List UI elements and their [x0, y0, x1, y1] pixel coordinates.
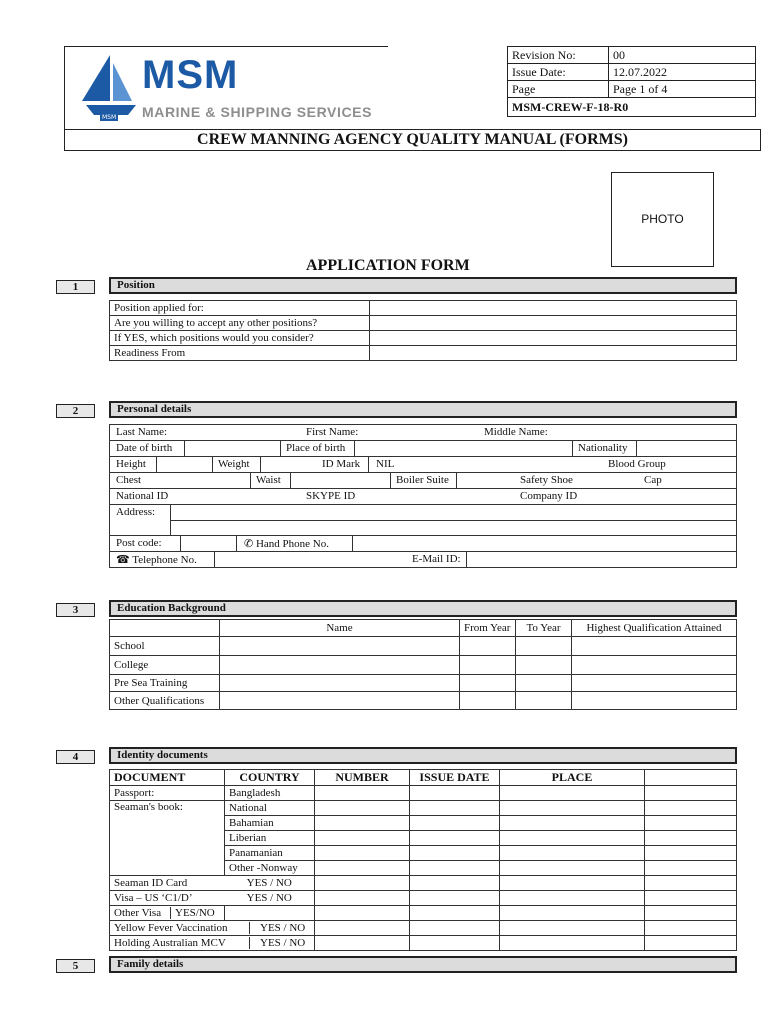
email-label: E-Mail ID:	[412, 553, 461, 565]
table-row	[110, 786, 737, 801]
dob-label: Date of birth	[116, 442, 173, 454]
which-positions-label: If YES, which positions would you consider?	[110, 331, 370, 346]
company-id-label: Company ID	[520, 490, 578, 502]
cap-label: Cap	[644, 474, 662, 486]
hand-phone-text: Hand Phone No.	[255, 538, 329, 550]
seamans-book-label: Seaman's book:	[110, 801, 225, 876]
waist-label: Waist	[256, 474, 281, 486]
revision-value: 00	[609, 47, 756, 64]
table-row	[110, 770, 737, 786]
book-country-panamanian: Panamanian	[225, 846, 315, 861]
other-visa-yes-no[interactable]: YES/NO	[175, 907, 215, 919]
id-header-place: PLACE	[500, 770, 645, 786]
seaman-id-yes-no[interactable]: YES / NO	[225, 876, 315, 891]
personal-details-table	[109, 424, 737, 568]
issue-date-value: 12.07.2022	[609, 64, 756, 81]
position-applied-label: Position applied for:	[110, 301, 370, 316]
section-4-title: Identity documents	[109, 747, 737, 764]
education-header-from: From Year	[460, 620, 516, 637]
education-other-label: Other Qualifications	[110, 692, 220, 710]
skype-id-label: SKYPE ID	[306, 490, 356, 502]
boiler-suite-label: Boiler Suite	[396, 474, 449, 486]
table-row	[110, 692, 737, 710]
australian-mcv-label: Holding Australian MCV	[110, 937, 250, 949]
position-applied-field[interactable]	[370, 301, 737, 316]
logo-main-text: MSM	[142, 53, 239, 97]
id-header-country: COUNTRY	[225, 770, 315, 786]
hand-phone-label: ✆ Hand Phone No.	[244, 538, 329, 550]
page-label: Page	[508, 81, 609, 98]
education-header-name: Name	[220, 620, 460, 637]
passport-country: Bangladesh	[225, 786, 315, 801]
table-row	[110, 425, 736, 441]
header-top-line	[64, 46, 388, 47]
table-row	[110, 637, 737, 656]
identity-documents-table	[109, 769, 737, 951]
yellow-fever-yes-no[interactable]: YES / NO	[260, 922, 306, 934]
table-row	[110, 675, 737, 692]
education-presea-label: Pre Sea Training	[110, 675, 220, 692]
section-1-number: 1	[56, 280, 95, 294]
id-mark-value: NIL	[376, 458, 395, 470]
pob-label: Place of birth	[286, 442, 346, 454]
australian-mcv-yes-no[interactable]: YES / NO	[260, 937, 306, 949]
table-row	[110, 457, 736, 473]
revision-label: Revision No:	[508, 47, 609, 64]
id-header-issue-date: ISSUE DATE	[410, 770, 500, 786]
logo-sub-text: MARINE & SHIPPING SERVICES	[142, 104, 373, 120]
table-row	[110, 801, 737, 816]
education-school-label: School	[110, 637, 220, 656]
table-row	[110, 620, 737, 637]
nationality-label: Nationality	[578, 442, 628, 454]
table-row	[110, 891, 737, 906]
table-row	[110, 906, 737, 921]
form-title: APPLICATION FORM	[306, 257, 470, 274]
id-mark-label: ID Mark	[322, 458, 361, 470]
company-logo	[80, 55, 390, 125]
book-country-bahamian: Bahamian	[225, 816, 315, 831]
table-row	[110, 346, 737, 361]
book-country-liberian: Liberian	[225, 831, 315, 846]
table-row	[110, 441, 736, 457]
photo-box: PHOTO	[611, 172, 714, 267]
section-2-number: 2	[56, 404, 95, 418]
logo-badge-text: MSM	[102, 114, 117, 121]
position-table	[109, 300, 737, 361]
telephone-icon: ☎	[116, 554, 130, 566]
table-row	[110, 656, 737, 675]
telephone-label	[116, 553, 197, 566]
blood-group-label: Blood Group	[608, 458, 666, 470]
table-row	[110, 536, 736, 552]
section-5-number: 5	[56, 959, 95, 973]
first-name-label: First Name:	[306, 426, 359, 438]
weight-label: Weight	[218, 458, 250, 470]
yellow-fever-label: Yellow Fever Vaccination	[110, 922, 250, 934]
id-header-document: DOCUMENT	[110, 770, 225, 786]
section-1-title: Position	[109, 277, 737, 294]
section-3-number: 3	[56, 603, 95, 617]
table-row	[110, 552, 736, 567]
telephone-text: Telephone No.	[132, 554, 197, 566]
table-row	[110, 316, 737, 331]
readiness-label: Readiness From	[110, 346, 370, 361]
education-header-to: To Year	[516, 620, 572, 637]
middle-name-label: Middle Name:	[484, 426, 548, 438]
national-id-label: National ID	[116, 490, 169, 502]
chest-label: Chest	[116, 474, 142, 486]
visa-us-label: Visa – US ‘C1/D’	[110, 891, 225, 906]
table-row	[110, 876, 737, 891]
book-country-other: Other -Nonway	[225, 861, 315, 876]
address-label: Address:	[116, 506, 156, 518]
table-row	[110, 489, 736, 505]
doc-code: MSM-CREW-F-18-R0	[508, 98, 756, 117]
readiness-field[interactable]	[370, 346, 737, 361]
which-positions-field[interactable]	[370, 331, 737, 346]
table-row	[110, 936, 737, 951]
other-positions-field[interactable]	[370, 316, 737, 331]
safety-shoe-label: Safety Shoe	[520, 474, 573, 486]
passport-label: Passport:	[110, 786, 225, 801]
revision-table	[507, 46, 756, 117]
other-positions-label: Are you willing to accept any other positions?	[110, 316, 370, 331]
height-label: Height	[116, 458, 146, 470]
table-row	[110, 473, 736, 489]
issue-date-label: Issue Date:	[508, 64, 609, 81]
seaman-id-label: Seaman ID Card	[110, 876, 225, 891]
table-row	[110, 505, 736, 536]
table-row	[110, 921, 737, 936]
manual-title: CREW MANNING AGENCY QUALITY MANUAL (FORMS)	[64, 129, 761, 151]
book-country-national: National	[225, 801, 315, 816]
section-2-title: Personal details	[109, 401, 737, 418]
other-visa-label: Other Visa	[110, 907, 171, 919]
education-college-label: College	[110, 656, 220, 675]
section-5-title: Family details	[109, 956, 737, 973]
education-header-qualification: Highest Qualification Attained	[572, 620, 737, 637]
table-row	[110, 301, 737, 316]
section-3-title: Education Background	[109, 600, 737, 617]
education-table	[109, 619, 737, 710]
post-code-label: Post code:	[116, 537, 162, 549]
last-name-label: Last Name:	[116, 426, 168, 438]
sailboat-icon	[80, 55, 140, 123]
id-header-number: NUMBER	[315, 770, 410, 786]
section-4-number: 4	[56, 750, 95, 764]
table-row	[110, 331, 737, 346]
page-value: Page 1 of 4	[609, 81, 756, 98]
visa-us-yes-no[interactable]: YES / NO	[225, 891, 315, 906]
